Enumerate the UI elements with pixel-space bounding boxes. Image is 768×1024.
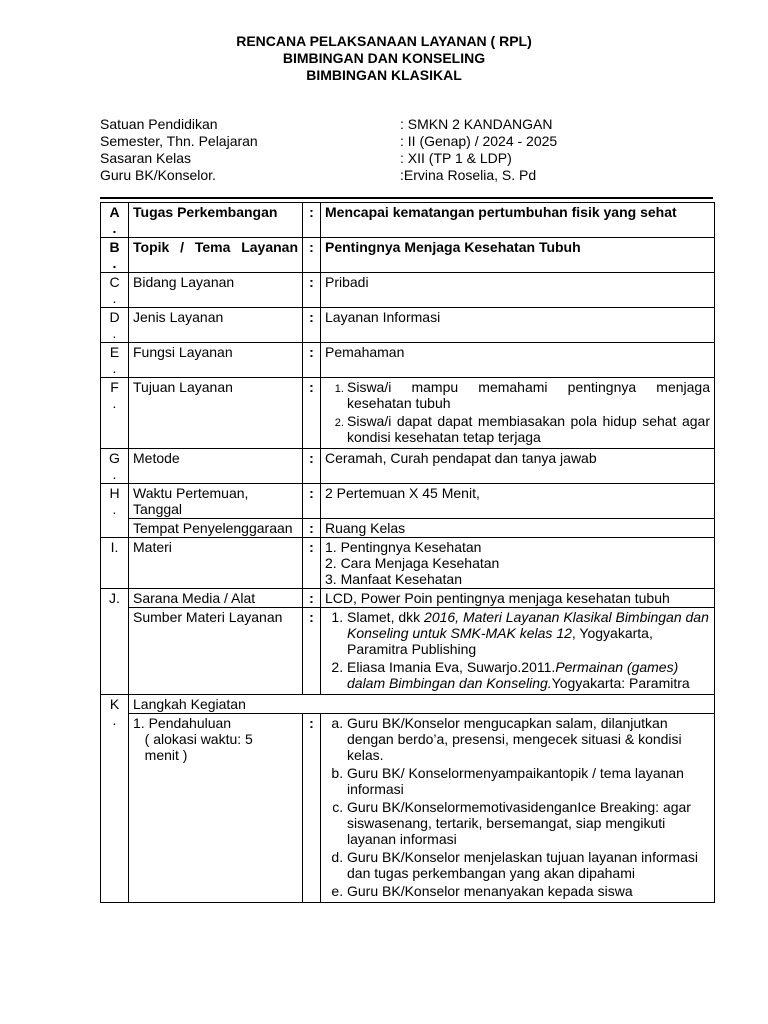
row-label: Langkah Kegiatan xyxy=(129,695,715,714)
activity-list xyxy=(325,715,710,899)
row-letter: K . xyxy=(101,695,129,903)
table-row-j xyxy=(101,589,715,608)
row-letter: I. xyxy=(101,538,129,589)
row-letter: F . xyxy=(101,378,129,449)
source-list xyxy=(325,609,710,691)
row-colon: : xyxy=(303,714,321,903)
list-item: 2. Cara Menjaga Kesehatan xyxy=(325,555,500,571)
source-author: Eliasa Imania Eva, Suwarjo.2011. xyxy=(347,659,556,675)
row-colon: : xyxy=(303,608,321,695)
list-item: b. Guru BK/ Konselormenyampaikantopik / tema layanan informasi xyxy=(347,765,710,797)
row-label: 1. Pendahuluan ( alokasi waktu: 5 menit ) xyxy=(129,714,303,903)
row-colon: : xyxy=(303,273,321,308)
title-line-2: BIMBINGAN DAN KONSELING xyxy=(282,50,486,66)
table-row-c xyxy=(101,273,715,308)
info-row-class xyxy=(100,150,720,167)
row-value: Ceramah, Curah pendapat dan tanya jawab xyxy=(321,449,715,484)
divider xyxy=(100,197,713,199)
table-row-g xyxy=(101,449,715,484)
title-line-3: BIMBINGAN KLASIKAL xyxy=(306,67,462,83)
row-label: Tempat Penyelenggaraan xyxy=(129,519,303,538)
row-colon: : xyxy=(303,343,321,378)
row-value xyxy=(321,714,715,903)
list-item: 1. Siswa/i mampu memahami pentingnya menjaga kesehatan tubuh xyxy=(347,379,710,411)
table-row-i xyxy=(101,538,715,589)
row-value: LCD, Power Poin pentingnya menjaga kesehatan tubuh xyxy=(321,589,715,608)
row-letter: D . xyxy=(101,308,129,343)
row-value xyxy=(321,378,715,449)
title-line-1: RENCANA PELAKSANAAN LAYANAN ( RPL) xyxy=(236,33,532,49)
table-row-f xyxy=(101,378,715,449)
row-value xyxy=(321,608,715,695)
source-publisher: , Yogyakarta, Paramitra Publishing xyxy=(347,625,653,657)
info-row-semester xyxy=(100,133,720,150)
row-label: Materi xyxy=(129,538,303,589)
row-value: 2 Pertemuan X 45 Menit, xyxy=(321,484,715,519)
info-value: :Ervina Roselia, S. Pd xyxy=(400,167,537,183)
row-colon: : xyxy=(303,238,321,273)
row-letter: A . xyxy=(101,203,129,238)
row-label: Sarana Media / Alat xyxy=(129,589,303,608)
table-row-h xyxy=(101,484,715,519)
rpl-table xyxy=(100,202,715,903)
row-label: Tujuan Layanan xyxy=(129,378,303,449)
info-value: : SMKN 2 KANDANGAN xyxy=(400,116,553,132)
list-item xyxy=(347,609,710,657)
row-label: Sumber Materi Layanan xyxy=(129,608,303,695)
table-row-h-place xyxy=(101,519,715,538)
row-letter: J. xyxy=(101,589,129,695)
goal-list xyxy=(325,379,710,445)
row-colon: : xyxy=(303,449,321,484)
row-letter: H . xyxy=(101,484,129,538)
row-letter: G . xyxy=(101,449,129,484)
row-letter: E . xyxy=(101,343,129,378)
row-colon: : xyxy=(303,203,321,238)
info-label: Satuan Pendidikan xyxy=(100,116,218,132)
info-value: : II (Genap) / 2024 - 2025 xyxy=(400,133,558,149)
source-publisher: Yogyakarta: Paramitra xyxy=(551,675,690,691)
table-row-j-source xyxy=(101,608,715,695)
row-label: Tugas Perkembangan xyxy=(129,203,303,238)
row-value xyxy=(321,538,715,589)
list-item: 2. Siswa/i dapat dapat membiasakan pola hidup sehat agar kondisi kesehatan tetap terjaga xyxy=(347,413,710,445)
table-row-b xyxy=(101,238,715,273)
row-colon: : xyxy=(303,519,321,538)
list-item: a. Guru BK/Konselor mengucapkan salam, dilanjutkan dengan berdo’a, presensi, mengecek situasi & kondisi kelas. xyxy=(347,715,710,763)
row-value: Pemahaman xyxy=(321,343,715,378)
row-label: Fungsi Layanan xyxy=(129,343,303,378)
table-row-d xyxy=(101,308,715,343)
document-title-block xyxy=(0,33,768,84)
row-colon: : xyxy=(303,538,321,589)
table-row-e xyxy=(101,343,715,378)
row-colon: : xyxy=(303,378,321,449)
row-letter: C . xyxy=(101,273,129,308)
list-item: 1. Pentingnya Kesehatan xyxy=(325,539,482,555)
row-colon: : xyxy=(303,484,321,519)
list-item: c. Guru BK/KonselormemotivasidenganIce Breaking: agar siswasenang, tertarik, bersemangat, siap mengikuti layanan informasi xyxy=(347,799,710,847)
table-row-a xyxy=(101,203,715,238)
table-row-k xyxy=(101,695,715,714)
identity-info xyxy=(100,116,720,184)
row-value: Pentingnya Menjaga Kesehatan Tubuh xyxy=(321,238,715,273)
row-label: Topik / Tema Layanan xyxy=(129,238,303,273)
row-label: Bidang Layanan xyxy=(129,273,303,308)
row-label: Jenis Layanan xyxy=(129,308,303,343)
row-colon: : xyxy=(303,308,321,343)
list-item: e. Guru BK/Konselor menanyakan kepada siswa xyxy=(347,883,710,899)
info-row-school xyxy=(100,116,720,133)
info-label: Guru BK/Konselor. xyxy=(100,167,216,183)
list-item xyxy=(347,659,710,691)
row-value: Mencapai kematangan pertumbuhan fisik yang sehat xyxy=(321,203,715,238)
row-value: Ruang Kelas xyxy=(321,519,715,538)
row-value: Layanan Informasi xyxy=(321,308,715,343)
row-colon: : xyxy=(303,589,321,608)
row-value: Pribadi xyxy=(321,273,715,308)
row-letter: B . xyxy=(101,238,129,273)
info-row-counselor xyxy=(100,167,720,184)
table-row-k-intro xyxy=(101,714,715,903)
source-title: 2016, Materi Layanan Klasikal Bimbingan dan Konseling untuk SMK-MAK kelas 12 xyxy=(347,609,709,641)
info-label: Sasaran Kelas xyxy=(100,150,192,166)
source-title: Permainan (games) dalam Bimbingan dan Konseling. xyxy=(347,659,679,691)
info-label: Semester, Thn. Pelajaran xyxy=(100,133,258,149)
source-author: Slamet, dkk xyxy=(347,609,425,625)
row-label: Metode xyxy=(129,449,303,484)
list-item: d. Guru BK/Konselor menjelaskan tujuan layanan informasi dan tugas perkembangan yang akan dipahami xyxy=(347,849,710,881)
info-value: : XII (TP 1 & LDP) xyxy=(400,150,512,166)
row-label: Waktu Pertemuan, Tanggal xyxy=(129,484,303,519)
list-item: 3. Manfaat Kesehatan xyxy=(325,571,462,587)
